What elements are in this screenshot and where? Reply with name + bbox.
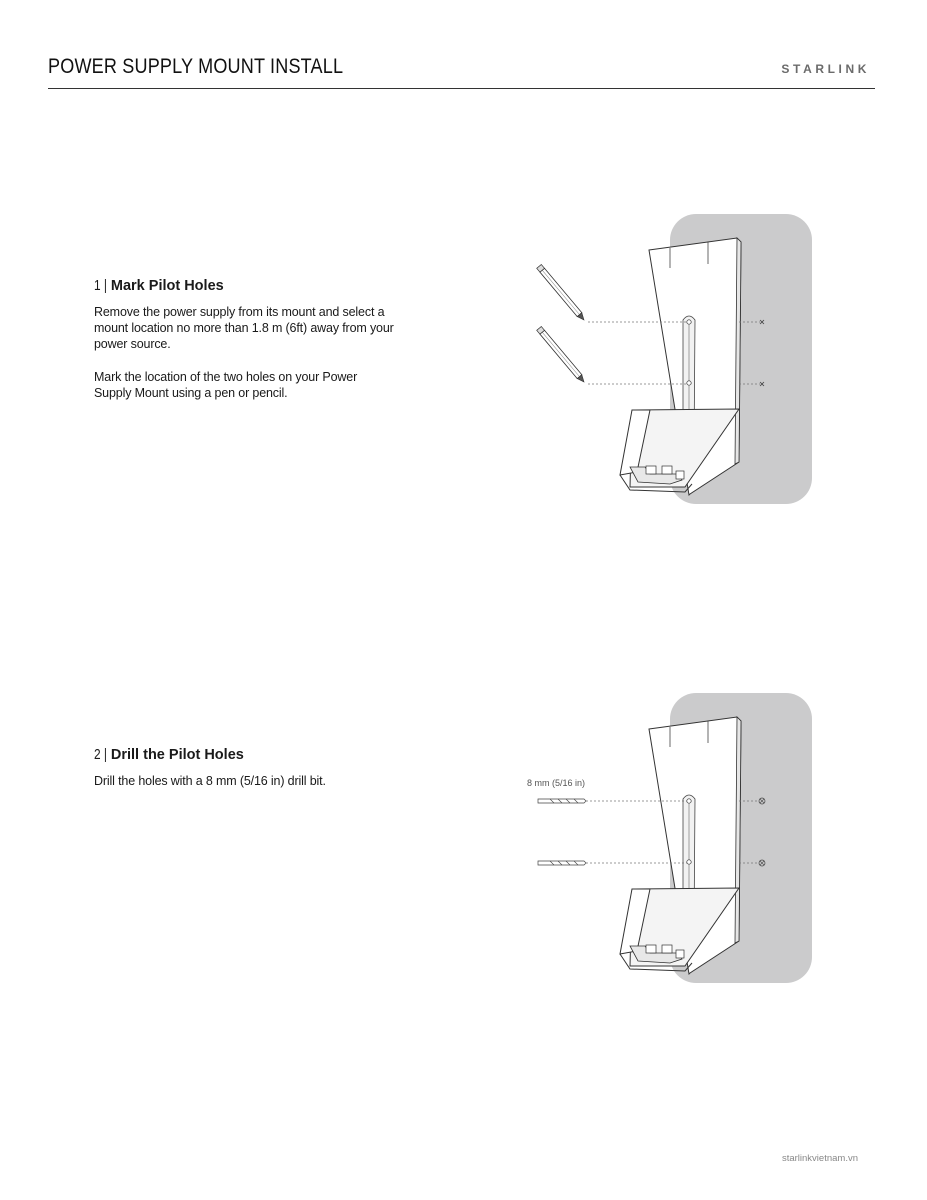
page-title: POWER SUPPLY MOUNT INSTALL xyxy=(48,55,344,78)
step-2-heading xyxy=(94,746,394,764)
drill-pilot-holes-illustration xyxy=(520,691,820,991)
step-1-number: 1 | xyxy=(94,278,108,294)
pencil-icon xyxy=(537,326,587,383)
step-1-heading xyxy=(94,277,394,295)
pencil-icon xyxy=(537,264,587,321)
drill-bit-icon xyxy=(538,799,586,803)
brand-logo: STARLINK xyxy=(781,62,870,76)
drill-bit-size-label: 8 mm (5/16 in) xyxy=(527,778,586,788)
step-1-title: Mark Pilot Holes xyxy=(110,278,224,294)
step-2-number: 2 | xyxy=(94,747,108,763)
step-1-paragraph-2: Mark the location of the two holes on your Power Supply Mount using a pen or pencil. xyxy=(94,369,358,400)
step-2-paragraph-1: Drill the holes with a 8 mm (5/16 in) drill bit. xyxy=(94,774,326,788)
footer-url: starlinkvietnam.vn xyxy=(781,1153,858,1164)
step-1 xyxy=(94,277,394,417)
step-2-title: Drill the Pilot Holes xyxy=(110,747,244,763)
header-divider xyxy=(48,88,875,89)
mark-pilot-holes-illustration xyxy=(520,212,820,512)
step-1-paragraph-1: Remove the power supply from its mount and select a mount location no more than 1.8 m (6ft) away from your power source. xyxy=(94,305,394,352)
step-2 xyxy=(94,746,394,805)
drill-bit-icon xyxy=(538,861,586,865)
